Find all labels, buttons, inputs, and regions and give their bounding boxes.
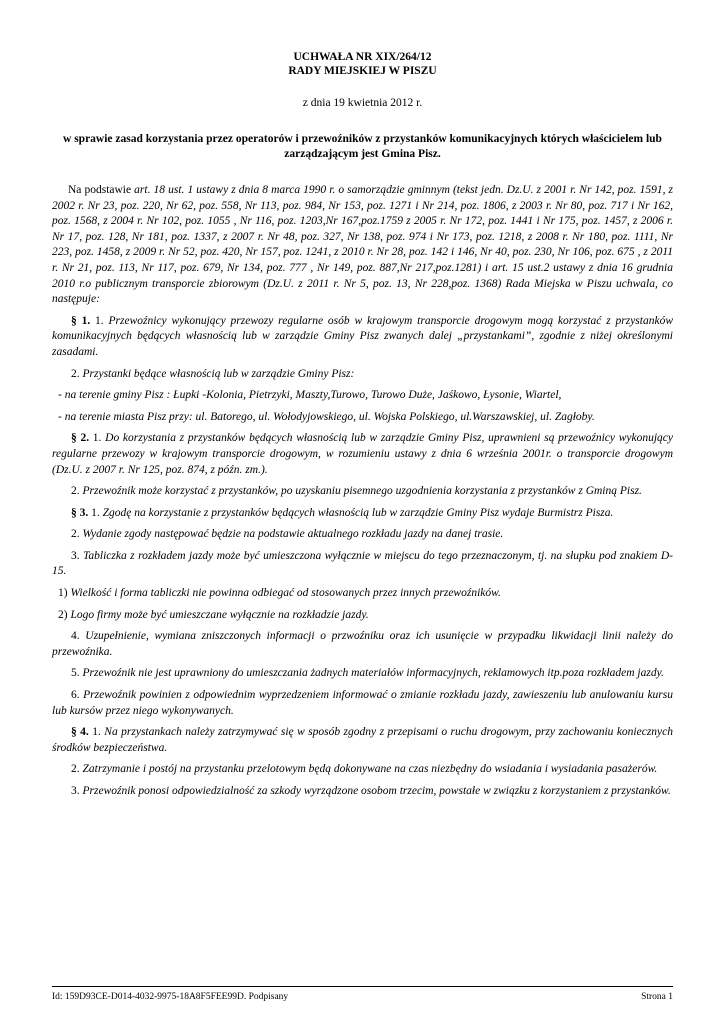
title-line-1: UCHWAŁA NR XIX/264/12 (293, 51, 432, 63)
section-3-paragraph-1: § 3. 1. Zgodę na korzystanie z przystanków będących własnością lub w zarządzie Gminy Pisz wydaje Burmistrz Pisza. (71, 506, 614, 519)
section-1-paragraph-2: 2. Przystanki będące własnością lub w zarządzie Gminy Pisz: (71, 367, 355, 380)
footer-divider (52, 986, 673, 987)
section-3-paragraph-3: 3. Tabliczka z rozkładem jazdy może być umieszczona wyłącznie w miejscu do tego przeznaczonym, tj. na słupku pod znakiem D-15. (52, 549, 673, 578)
section-3-point-1: 1) Wielkość i forma tabliczki nie powinna odbiegać od stosowanych przez innych przewoźników. (58, 587, 501, 600)
intro-lead: Na podstawie (68, 184, 135, 196)
resolution-date: z dnia 19 kwietnia 2012 r. (302, 97, 423, 109)
section-2-paragraph-2: 2. Przewoźnik może korzystać z przystanków, po uzyskaniu pisemnego uzgodnienia korzystania z przystanków z Gminą Pisz. (71, 485, 642, 498)
document-id: Id: 159D93CE-D014-4032-9975-18A8F5FEE99D. Podpisany (52, 992, 289, 1002)
section-3-paragraph-6: 6. Przewoźnik powinien z odpowiednim wyprzedzeniem informować o zmianie rozkładu jazdy, zawieszeniu lub anulowaniu kursu lub kursów przez niego wykonywanych. (52, 689, 673, 717)
document-page (52, 50, 673, 800)
section-3-mark: § 3. (71, 506, 89, 519)
resolution-title (52, 50, 673, 78)
section-2-mark: § 2. (71, 432, 90, 445)
section-3-paragraph-4: 4. Uzupełnienie, wymiana zniszczonych informacji o przwoźniku oraz ich usunięcie w przypadku likwidacji linii należy do przewoźnika. (52, 630, 673, 658)
list-item-gmina: - na terenie gminy Pisz : Łupki -Kolonia, Pietrzyki, Maszty,Turowo, Turowo Duże, Jaśkowo, Łysonie, Wiartel, (58, 389, 562, 402)
intro-legal-text: art. 18 ust. 1 ustawy z dnia 8 marca 1990 r. o samorządzie gminnym (tekst jedn. Dz.U. z 2001 r. Nr 142, poz. 1591, z 2002 r. Nr 23, poz. 220, Nr 62, poz. 558, Nr 113, poz. 984, Nr 153, poz. 1271 i Nr 214, poz. 1806, z 2003 r. Nr 80, poz. 717 i Nr 162, poz. 1568, z 2004 r. Nr 102, poz. 1055 , Nr 116, poz. 1203,Nr 167,poz.1759 z 2005 r. Nr 172, poz. 1441 i Nr 175, poz. 1457, z 2006 r. Nr 17, poz. 128, Nr 181, poz. 1337, z 2007 r. Nr 48, poz. 327, Nr 138, poz. 974 i Nr 173, poz. 1218, z 2008 r. Nr 180, poz. 1111, Nr 223, poz. 1458, z 2009 r. Nr 52, poz. 420, Nr 157, poz. 1241, z 2010 r. Nr 28, poz. 142 i 146, Nr 40, poz. 230, Nr 106, poz. 675 , z 2011 r. Nr 21, poz. 113, Nr 117, poz. 679, Nr 134, poz. 777 , Nr 149, poz. 887,Nr 217,poz.1281) i art. 15 ust.2 ustawy z dnia 16 grudnia 2010 r.o publicznym transporcie zbiorowym (Dz.U. z 2011 r. Nr 5, poz. 13, Nr 228,poz. 1368) Rada Miejska w Piszu uchwala, co następuje: (52, 184, 673, 306)
section-3-paragraph-5: 5. Przewoźnik nie jest uprawniony do umieszczania żadnych materiałów informacyjnych, reklamowych itp.poza rozkładem jazdy. (71, 667, 664, 680)
section-3-paragraph-2: 2. Wydanie zgody następować będzie na podstawie aktualnego rozkładu jazdy na danej trasie. (71, 528, 504, 541)
section-2-paragraph-1: § 2. 1. Do korzystania z przystanków będących własnością lub w zarządzie Gminy Pisz, uprawnieni są przewoźnicy wykonujący regularne przewozy w krajowym transporcie drogowym, w rozumieniu ustawy z dnia 6 września 2001r. o transporcie drogowym (Dz.U. z 2007 r. Nr 125, poz. 874, z późn. zm.). (52, 432, 674, 476)
resolution-subject: w sprawie zasad korzystania przez operatorów i przewoźników z przystanków komunikacyjnych których właścicielem lub zarządzającym jest Gmina Pisz. (63, 133, 662, 160)
page-footer (52, 992, 673, 1002)
page-number: Strona 1 (641, 992, 673, 1002)
list-item-miasto: - na terenie miasta Pisz przy: ul. Batorego, ul. Wołodyjowskiego, ul. Wojska Polskiego, ul.Warszawskiej, ul. Zagłoby. (58, 410, 595, 423)
title-line-2: RADY MIEJSKIEJ W PISZU (288, 65, 437, 77)
section-4-mark: § 4. (71, 726, 89, 739)
section-4-paragraph-1: § 4. 1. Na przystankach należy zatrzymywać się w sposób zgodny z przepisami o ruchu drogowym, przy zachowaniu koniecznych środków bezpieczeństwa. (52, 726, 674, 754)
section-1-mark: § 1. (71, 314, 91, 327)
section-4-paragraph-3: 3. Przewoźnik ponosi odpowiedzialność za szkody wyrządzone osobom trzecim, powstałe w związku z korzystaniem z przystanków. (71, 785, 671, 797)
section-4-paragraph-2: 2. Zatrzymanie i postój na przystanku przelotowym będą dokonywane na czas niezbędny do wsiadania i wysiadania pasażerów. (71, 763, 658, 776)
section-3-point-2: 2) Logo firmy może być umieszczane wyłącznie na rozkładzie jazdy. (58, 608, 369, 621)
legal-basis-paragraph (52, 183, 673, 308)
section-1-paragraph-1: § 1. 1. Przewoźnicy wykonujący przewozy regularne osób w krajowym transporcie drogowym mogą korzystać z przystanków komunikacyjnych będących własnością lub w zarządzie Gminy Pisz zwanych dalej „przystankami”, zgodnie z niżej określonymi zasadami. (52, 314, 673, 358)
